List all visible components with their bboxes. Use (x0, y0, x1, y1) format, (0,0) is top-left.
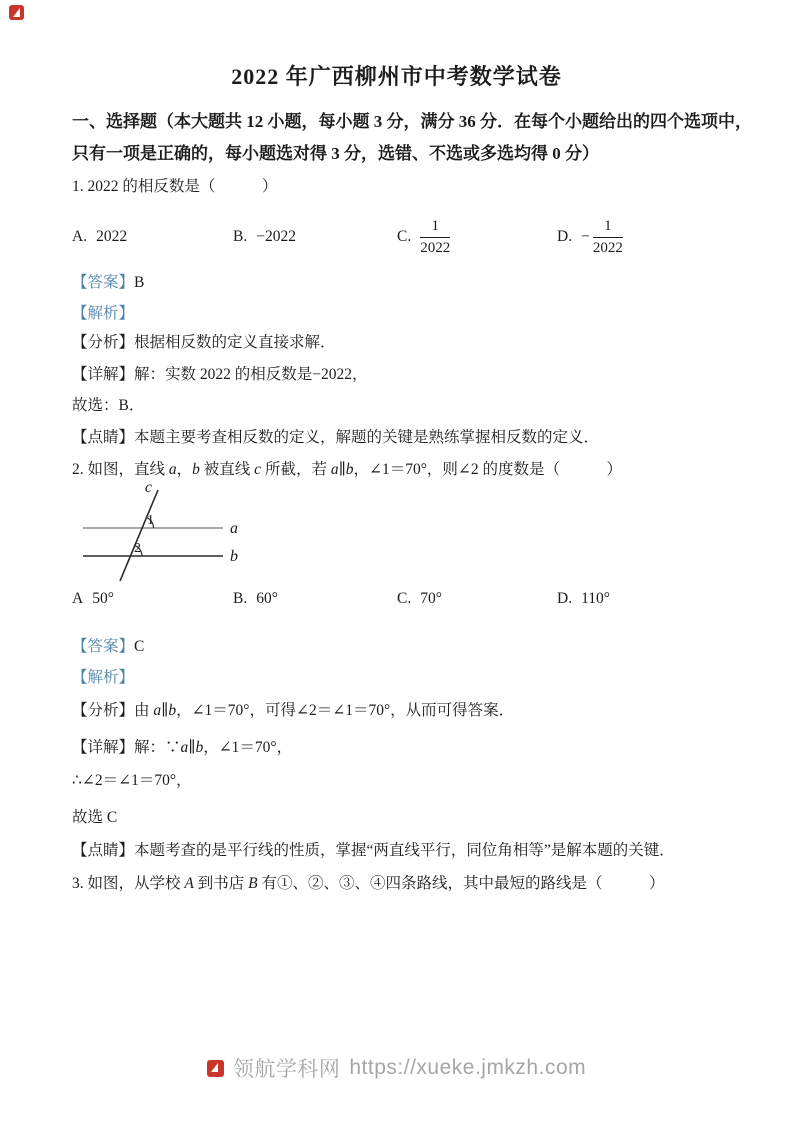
fraction-numerator: 1 (420, 219, 450, 238)
q1-answer-line (72, 272, 144, 294)
jiexi-tag: 【解析】 (72, 669, 135, 686)
q2-option-c (397, 590, 557, 608)
q2-conclusion-line: ∴∠2＝∠1＝70°， (72, 772, 192, 789)
watermark-url: https://xueke.jmkzh.com (349, 1056, 587, 1079)
q1-answer-value: B (134, 274, 145, 291)
q2-stem: 2. 如图，直线 a，b 被直线 c 所截，若 a∥b，∠1＝70°，则∠2 的度数是（ ） (72, 461, 623, 478)
transversal-line-c (120, 490, 158, 581)
q1-option-c-fraction (420, 219, 450, 256)
q1-option-c (397, 219, 557, 256)
q2-jiexi-line (72, 667, 134, 689)
q1-option-a-value: 2022 (96, 228, 128, 245)
site-logo-icon (9, 5, 24, 20)
q3-stem: 3. 如图，从学校 A 到书店 B 有①、②、③、④四条路线，其中最短的路线是（ ） (72, 875, 665, 892)
q2-options (72, 588, 610, 610)
answer-tag: 【答案】 (72, 274, 135, 291)
section-heading-line1: 一、选择题（本大题共 12 小题，每小题 3 分，满分 36 分．在每个小题给出的四个选项中， (72, 112, 752, 131)
jiexi-tag: 【解析】 (72, 305, 135, 322)
q1-option-d (557, 219, 623, 256)
q1-option-b-value: −2022 (256, 228, 296, 245)
q2-dianjing-line: 【点睛】本题考查的是平行线的性质，掌握“两直线平行，同位角相等”是解本题的关键． (72, 842, 675, 859)
q1-option-d-fraction (593, 219, 623, 256)
angle1-label: 1 (147, 513, 154, 528)
q2-parallel-lines-figure (78, 474, 308, 586)
q1-option-a-label: A. (72, 228, 88, 245)
watermark-site-name: 领航学科网 (232, 1058, 341, 1081)
section-heading-line2: 只有一项是正确的，每小题选对得 3 分，选错、不选或多选均得 0 分） (72, 144, 599, 163)
q2-option-b (233, 590, 397, 608)
label-b: b (230, 548, 238, 565)
q2-option-d-value: 110° (581, 590, 610, 607)
minus-sign: − (581, 228, 590, 245)
q2-option-b-label: B. (233, 590, 248, 607)
q1-option-b (233, 228, 397, 246)
label-c: c (144, 479, 152, 496)
q2-xiangjie-line: 【详解】解：∵a∥b，∠1＝70°， (72, 739, 293, 756)
q2-option-c-label: C. (397, 590, 412, 607)
sail-shape (13, 8, 20, 17)
q2-option-d-label: D. (557, 590, 573, 607)
q1-jiexi-line (72, 303, 134, 325)
watermark-logo-icon (207, 1060, 224, 1077)
angle2-label: 2 (134, 541, 141, 556)
page-title: 2022 年广西柳州市中考数学试卷 (231, 64, 562, 89)
fraction-numerator: 1 (593, 219, 623, 238)
q1-option-a (72, 228, 233, 246)
q1-option-c-label: C. (397, 228, 412, 245)
q1-guxuan-line: 故选：B． (72, 397, 145, 414)
q2-answer-value: C (134, 638, 145, 655)
q2-guxuan-line: 故选 C (72, 809, 118, 826)
q2-option-a-label: A (72, 590, 84, 607)
fraction-denominator: 2022 (420, 239, 451, 256)
q2-option-b-value: 60° (256, 590, 278, 607)
q1-options (72, 213, 623, 261)
q1-stem: 1. 2022 的相反数是（ ） (72, 178, 278, 195)
q2-option-c-value: 70° (420, 590, 442, 607)
q1-dianjing-line: 【点睛】本题主要考查相反数的定义，解题的关键是熟练掌握相反数的定义． (72, 429, 600, 446)
q2-option-a (72, 590, 233, 608)
q1-xiangjie-line: 【详解】解：实数 2022 的相反数是−2022， (72, 366, 368, 383)
q2-fenxi-line: 【分析】由 a∥b，∠1＝70°，可得∠2＝∠1＝70°，从而可得答案． (72, 702, 515, 719)
answer-tag: 【答案】 (72, 638, 135, 655)
fraction-denominator: 2022 (592, 239, 623, 256)
watermark (0, 1053, 793, 1083)
q1-option-d-label: D. (557, 228, 573, 245)
sail-shape (211, 1063, 218, 1072)
q1-fenxi-line: 【分析】根据相反数的定义直接求解． (72, 334, 336, 351)
q2-answer-line (72, 636, 144, 658)
label-a: a (230, 520, 238, 537)
q2-option-d (557, 590, 610, 608)
q1-option-b-label: B. (233, 228, 248, 245)
q2-option-a-value: 50° (92, 590, 114, 607)
